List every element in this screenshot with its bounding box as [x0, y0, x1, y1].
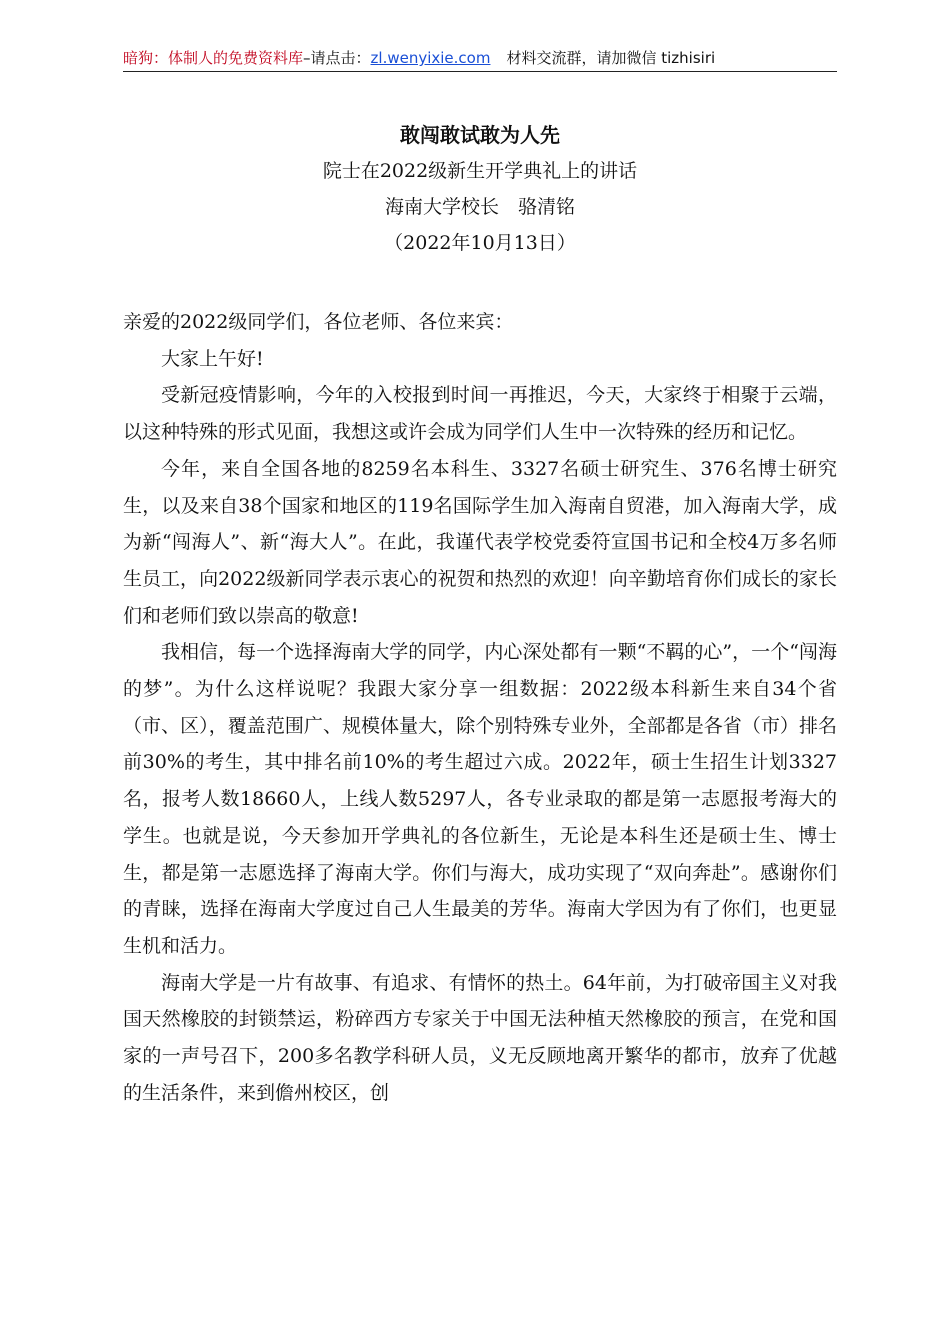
- contact-note: 材料交流群，请加微信 tizhisiri: [506, 49, 716, 67]
- page-header: [123, 44, 837, 72]
- document-date: （2022年10月13日）: [384, 232, 576, 254]
- paragraph: 今年，来自全国各地的8259名本科生、3327名硕士研究生、376名博士研究生，以及来自38个国家和地区的119名国际学生加入海南自贸港，加入海南大学，成为新“闯海人”、新“海大人”。在此，我谨代表学校党委符宣国书记和全校4万多名师生员工，向2022级新同学表示衷心的祝贺和热烈的欢迎！向辛勤培育你们成长的家长们和老师们致以崇高的敬意!: [123, 457, 837, 627]
- paragraph: 海南大学是一片有故事、有追求、有情怀的热土。64年前，为打破帝国主义对我国天然橡胶的封锁禁运，粉碎西方专家关于中国无法种植天然橡胶的预言，在党和国家的一声号召下，200多名教学科研人员，义无反顾地离开繁华的都市，放弃了优越的生活条件，来到儋州校区，创: [123, 971, 837, 1104]
- title-block: [123, 117, 837, 261]
- site-link[interactable]: zl.wenyixie.com: [370, 49, 491, 67]
- document-title: 敢闯敢试敢为人先: [400, 123, 560, 147]
- document-author: 海南大学校长 骆清铭: [384, 196, 575, 218]
- document-subtitle: 院士在2022级新生开学典礼上的讲话: [322, 160, 638, 182]
- speech-body: [123, 304, 837, 1111]
- salutation: 亲爱的2022级同学们，各位老师、各位来宾：: [123, 311, 514, 333]
- site-brand: 暗狗：体制人的免费资料库: [123, 49, 304, 67]
- paragraph: 大家上午好!: [161, 347, 264, 370]
- paragraph: 受新冠疫情影响，今年的入校报到时间一再推迟，今天，大家终于相聚于云端，以这种特殊的形式见面，我想这或许会成为同学们人生中一次特殊的经历和记忆。: [123, 384, 837, 444]
- click-prompt: –请点击：: [303, 49, 371, 67]
- header-divider: [123, 71, 837, 72]
- paragraph: 我相信，每一个选择海南大学的同学，内心深处都有一颗“不羁的心”，一个“闯海的梦”。为什么这样说呢？我跟大家分享一组数据：2022级本科新生来自34个省（市、区），覆盖范围广、规模体量大，除个别特殊专业外，全部都是各省（市）排名前30%的考生，其中排名前10%的考生超过六成。2022年，硕士生招生计划3327名，报考人数18660人，上线人数5297人，各专业录取的都是第一志愿报考海大的学生。也就是说，今天参加开学典礼的各位新生，无论是本科生还是硕士生、博士生，都是第一志愿选择了海南大学。你们与海大，成功实现了“双向奔赴”。感谢你们的青睐，选择在海南大学度过自己人生最美的芳华。海南大学因为有了你们，也更显生机和活力。: [123, 641, 837, 957]
